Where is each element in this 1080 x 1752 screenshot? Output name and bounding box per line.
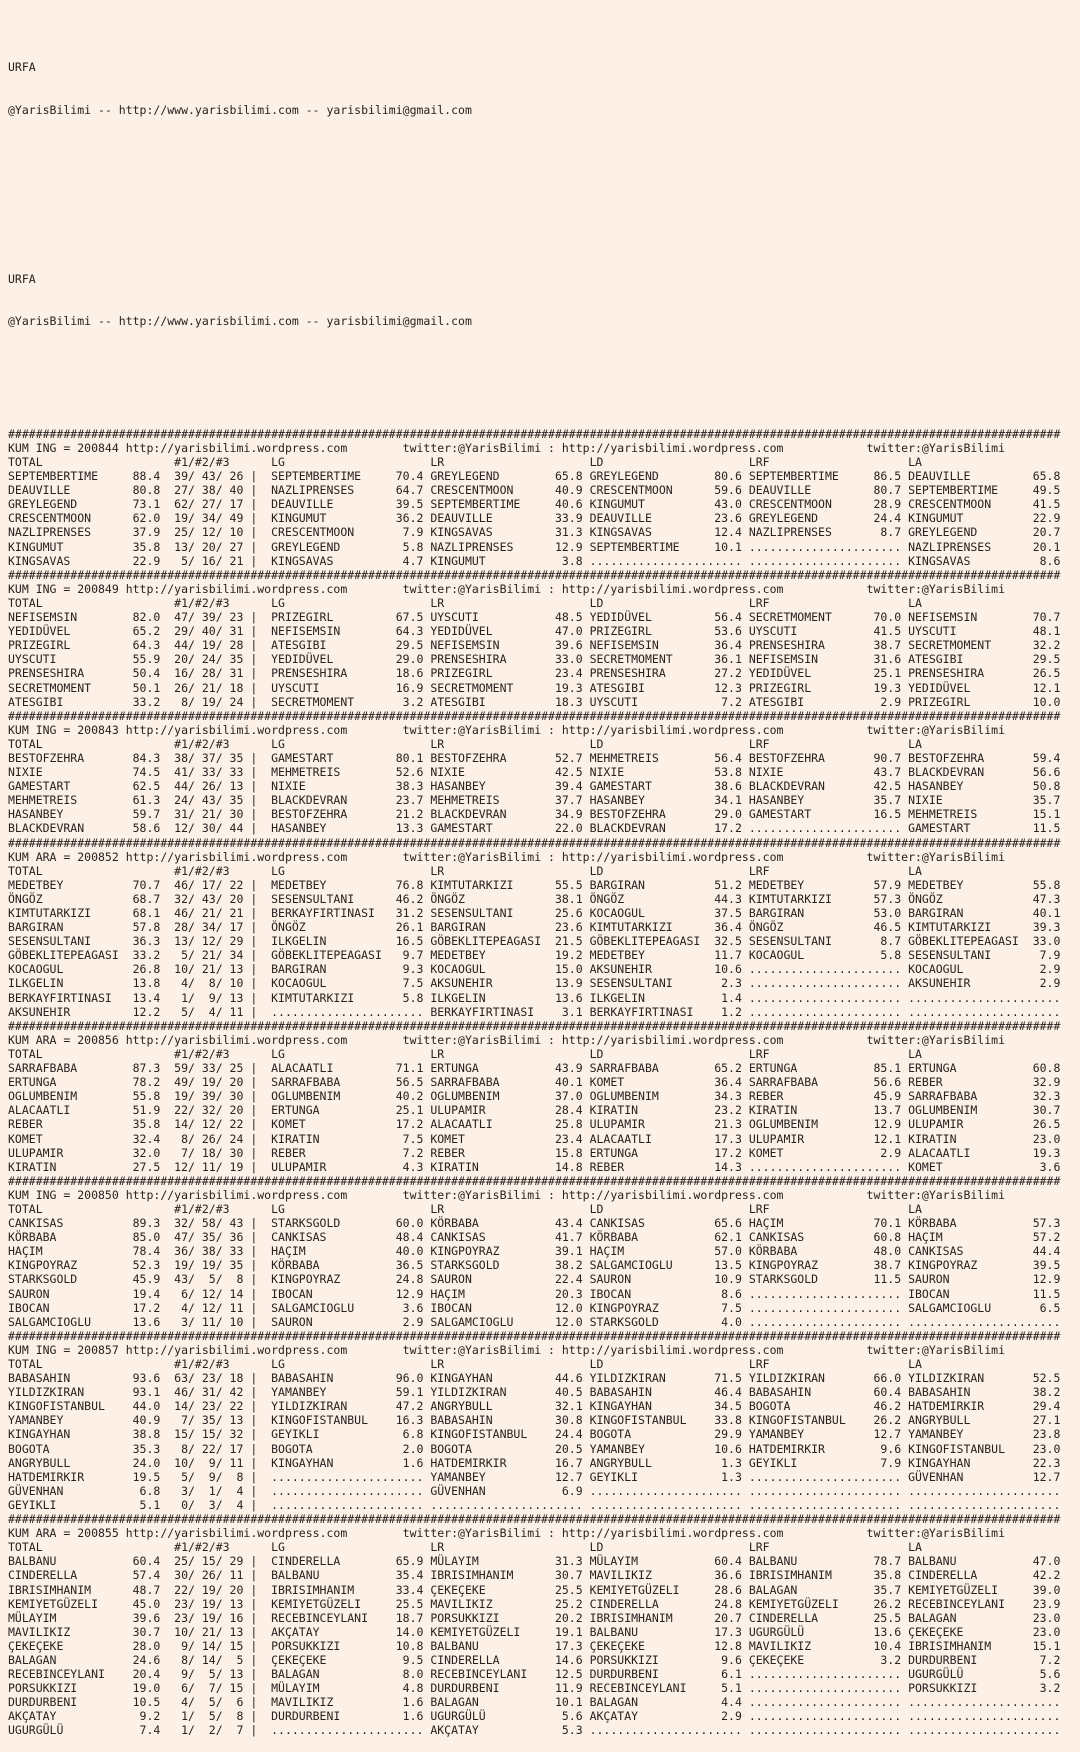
section-header: KUM ARA = 200855 http://yarisbilimi.wordpress.com twitter:@YarisBilimi : http://yarisbilimi.wordpress.com twitter:@YarisBilimi — [8, 1526, 1005, 1541]
section-header: KUM ARA = 200856 http://yarisbilimi.wordpress.com twitter:@YarisBilimi : http://yarisbilimi.wordpress.com twitter:@YarisBilimi — [8, 1032, 1005, 1047]
hash-separator: ######################################################################################################################################################## — [8, 426, 1061, 441]
table-row: HASANBEY 59.7 31/ 21/ 30 | BESTOFZEHRA 21.2 BLACKDEVRAN 34.9 BESTOFZEHRA 29.0 GAMESTART 16.5 MEHMETREIS 15.1 — [8, 807, 1068, 822]
table-row: KINGPOYRAZ 52.3 19/ 19/ 35 | KÖRBABA 36.5 STARKSGOLD 38.2 SALGAMCIOGLU 13.5 KINGPOYRAZ 38.7 KINGPOYRAZ 39.5 — [8, 1258, 1068, 1273]
column-headers: TOTAL #1/#2/#3 LG LR LD LRF LA — [8, 1046, 922, 1061]
table-row: KINGAYHAN 38.8 15/ 15/ 32 | GEYIKLI 6.8 KINGOFISTANBUL 24.4 BOGOTA 29.9 YAMANBEY 12.7 YAMANBEY 23.8 — [8, 1427, 1068, 1442]
table-row: SAURON 19.4 6/ 12/ 14 | IBOCAN 12.9 HAÇIM 20.3 IBOCAN 8.6 ...................... IBOCAN 11.5 — [8, 1286, 1068, 1301]
table-row: YAMANBEY 40.9 7/ 35/ 13 | KINGOFISTANBUL 16.3 BABASAHIN 30.8 KINGOFISTANBUL 33.8 KINGOFISTANBUL 26.2 ANGRYBULL 27.1 — [8, 1413, 1068, 1428]
table-row: STARKSGOLD 45.9 43/ 5/ 8 | KINGPOYRAZ 24.8 SAURON 22.4 SAURON 10.9 STARKSGOLD 11.5 SAURON 12.9 — [8, 1272, 1068, 1287]
table-row: KEMIYETGÜZELI 45.0 23/ 19/ 13 | KEMIYETGÜZELI 25.5 MAVILIKIZ 25.2 CINDERELLA 24.8 KEMIYETGÜZELI 26.2 RECEBINCEYLANI 23.9 — [8, 1596, 1068, 1611]
table-row: ERTUNGA 78.2 49/ 19/ 20 | SARRAFBABA 56.5 SARRAFBABA 40.1 KOMET 36.4 SARRAFBABA 56.6 REBER 32.9 — [8, 1075, 1068, 1090]
table-row: KIMTUTARKIZI 68.1 46/ 21/ 21 | BERKAYFIRTINASI 31.2 SESENSULTANI 25.6 KOCAOGUL 37.5 BARGIRAN 53.0 BARGIRAN 40.1 — [8, 906, 1068, 920]
table-row: IBOCAN 17.2 4/ 12/ 11 | SALGAMCIOGLU 3.6 IBOCAN 12.0 KINGPOYRAZ 7.5 ...................... SALGAMCIOGLU 6.5 — [8, 1300, 1068, 1315]
column-headers: TOTAL #1/#2/#3 LG LR LD LRF LA — [8, 455, 922, 469]
table-row: BERKAYFIRTINASI 13.4 1/ 9/ 13 | KIMTUTARKIZI 5.8 ILKGELIN 13.6 ILKGELIN 1.4 ...................... ...................... — [8, 990, 1068, 1005]
table-row: KINGSAVAS 22.9 5/ 16/ 21 | KINGSAVAS 4.7 KINGUMUT 3.8 ...................... ...................... KINGSAVAS 8.6 — [8, 553, 1068, 568]
table-row: GAMESTART 62.5 44/ 26/ 13 | NIXIE 38.3 HASANBEY 39.4 GAMESTART 38.6 BLACKDEVRAN 42.5 HASANBEY 50.8 — [8, 779, 1068, 794]
table-row: CINDERELLA 57.4 30/ 26/ 11 | BALBANU 35.4 IBRISIMHANIM 30.7 MAVILIKIZ 36.6 IBRISIMHANIM 35.8 CINDERELLA 42.2 — [8, 1568, 1068, 1583]
table-row: AKÇATAY 9.2 1/ 5/ 8 | DURDURBENI 1.6 UGURGÜLÜ 5.6 AKÇATAY 2.9 ...................... ...................... — [8, 1709, 1068, 1724]
table-row: NIXIE 74.5 41/ 33/ 33 | MEHMETREIS 52.6 NIXIE 42.5 NIXIE 53.8 NIXIE 43.7 BLACKDEVRAN 56.6 — [8, 765, 1068, 780]
table-row: SESENSULTANI 36.3 13/ 12/ 29 | ILKGELIN 16.5 GÖBEKLITEPEAGASI 21.5 GÖBEKLITEPEAGASI 32.5 SESENSULTANI 8.7 GÖBEKLITEPEAGASI 33.0 — [8, 934, 1068, 949]
table-row: UGURGÜLÜ 7.4 1/ 2/ 7 | ...................... AKÇATAY 5.3 ...................... ...................... ...................... — [8, 1723, 1068, 1738]
table-row: SEPTEMBERTIME 88.4 39/ 43/ 26 | SEPTEMBERTIME 70.4 GREYLEGEND 65.8 GREYLEGEND 80.6 SEPTEMBERTIME 86.5 DEAUVILLE 65.8 — [8, 469, 1068, 484]
table-row: KINGOFISTANBUL 44.0 14/ 23/ 22 | YILDIZKIRAN 47.2 ANGRYBULL 32.1 KINGAYHAN 34.5 BOGOTA 46.2 HATDEMIRKIR 29.4 — [8, 1399, 1068, 1414]
section-header: KUM ING = 200857 http://yarisbilimi.wordpress.com twitter:@YarisBilimi : http://yarisbilimi.wordpress.com twitter:@YarisBilimi — [8, 1342, 1005, 1357]
table-row: SARRAFBABA 87.3 59/ 33/ 25 | ALACAATLI 71.1 ERTUNGA 43.9 SARRAFBABA 65.2 ERTUNGA 85.1 ERTUNGA 60.8 — [8, 1061, 1068, 1076]
table-row: CRESCENTMOON 62.0 19/ 34/ 49 | KINGUMUT 36.2 DEAUVILLE 33.9 DEAUVILLE 23.6 GREYLEGEND 24.4 KINGUMUT 22.9 — [8, 511, 1068, 526]
section — [8, 1174, 1080, 1329]
section — [8, 568, 1080, 709]
section-header: KUM ING = 200850 http://yarisbilimi.wordpress.com twitter:@YarisBilimi : http://yarisbilimi.wordpress.com twitter:@YarisBilimi — [8, 1187, 1005, 1202]
table-row: AKSUNEHIR 12.2 5/ 4/ 11 | ...................... BERKAYFIRTINASI 3.1 BERKAYFIRTINASI 1.2 ...................... ...................... — [8, 1004, 1068, 1019]
table-row: KOCAOGUL 26.8 10/ 21/ 13 | BARGIRAN 9.3 KOCAOGUL 15.0 AKSUNEHIR 10.6 ...................... KOCAOGUL 2.9 — [8, 962, 1068, 977]
hash-separator: ######################################################################################################################################################## — [8, 567, 1061, 582]
section-header: KUM ING = 200844 http://yarisbilimi.wordpress.com twitter:@YarisBilimi : http://yarisbilimi.wordpress.com twitter:@YarisBilimi — [8, 440, 1005, 455]
table-row: IBRISIMHANIM 48.7 22/ 19/ 20 | IBRISIMHANIM 33.4 ÇEKEÇEKE 25.5 KEMIYETGÜZELI 28.6 BALAGAN 35.7 KEMIYETGÜZELI 39.0 — [8, 1582, 1068, 1597]
section — [8, 836, 1080, 1019]
table-row: MAVILIKIZ 30.7 10/ 21/ 13 | AKÇATAY 14.0 KEMIYETGÜZELI 19.1 BALBANU 17.3 UGURGÜLÜ 13.6 ÇEKEÇEKE 23.0 — [8, 1624, 1068, 1639]
table-row: YILDIZKIRAN 93.1 46/ 31/ 42 | YAMANBEY 59.1 YILDIZKIRAN 40.5 BABASAHIN 46.4 BABASAHIN 60.4 BABASAHIN 38.2 — [8, 1385, 1068, 1400]
column-headers: TOTAL #1/#2/#3 LG LR LD LRF LA — [8, 1357, 922, 1371]
spacer-line — [8, 187, 1080, 201]
table-row: BARGIRAN 57.8 28/ 34/ 17 | ÖNGÖZ 26.1 BARGIRAN 23.6 KIMTUTARKIZI 36.4 ÖNGÖZ 46.5 KIMTUTARKIZI 39.3 — [8, 920, 1068, 935]
table-row: GEYIKLI 5.1 0/ 3/ 4 | ...................... ...................... ...................... ...................... ...................... — [8, 1497, 1068, 1512]
table-row: GÜVENHAN 6.8 3/ 1/ 4 | ...................... GÜVENHAN 6.9 ...................... ...................... ...................... — [8, 1483, 1068, 1498]
location-title: URFA — [8, 271, 36, 286]
spacer-line — [8, 230, 1080, 244]
table-row: YEDIDÜVEL 65.2 29/ 40/ 31 | NEFISEMSIN 64.3 YEDIDÜVEL 47.0 PRIZEGIRL 53.6 UYSCUTI 41.5 UYSCUTI 48.1 — [8, 624, 1068, 639]
contact-line: @YarisBilimi -- http://www.yarisbilimi.com -- yarisbilimi@gmail.com — [8, 314, 472, 329]
table-row: PORSUKKIZI 19.0 6/ 7/ 15 | MÜLAYIM 4.8 DURDURBENI 11.9 RECEBINCEYLANI 5.1 ...................... PORSUKKIZI 3.2 — [8, 1681, 1068, 1696]
table-row: BALBANU 60.4 25/ 15/ 29 | CINDERELLA 65.9 MÜLAYIM 31.3 MÜLAYIM 60.4 BALBANU 78.7 BALBANU 47.0 — [8, 1554, 1068, 1569]
table-row: SALGAMCIOGLU 13.6 3/ 11/ 10 | SAURON 2.9 SALGAMCIOGLU 12.0 STARKSGOLD 4.0 ...................... ...................... — [8, 1314, 1068, 1329]
table-row: BESTOFZEHRA 84.3 38/ 37/ 35 | GAMESTART 80.1 BESTOFZEHRA 52.7 MEHMETREIS 56.4 BESTOFZEHRA 90.7 BESTOFZEHRA 59.4 — [8, 750, 1068, 765]
section-header: KUM ING = 200849 http://yarisbilimi.wordpress.com twitter:@YarisBilimi : http://yarisbilimi.wordpress.com twitter:@YarisBilimi — [8, 581, 1005, 596]
hash-separator: ######################################################################################################################################################## — [8, 1328, 1061, 1343]
table-row: BABASAHIN 93.6 63/ 23/ 18 | BABASAHIN 96.0 KINGAYHAN 44.6 YILDIZKIRAN 71.5 YILDIZKIRAN 66.0 YILDIZKIRAN 52.5 — [8, 1371, 1068, 1386]
table-row: PRIZEGIRL 64.3 44/ 19/ 28 | ATESGIBI 29.5 NEFISEMSIN 39.6 NEFISEMSIN 36.4 PRENSESHIRA 38.7 SECRETMOMENT 32.2 — [8, 638, 1068, 653]
table-row: ULUPAMIR 32.0 7/ 18/ 30 | REBER 7.2 REBER 15.8 ERTUNGA 17.2 KOMET 2.9 ALACAATLI 19.3 — [8, 1145, 1068, 1160]
spacer-line — [8, 356, 1080, 370]
table-row: GÖBEKLITEPEAGASI 33.2 5/ 21/ 34 | GÖBEKLITEPEAGASI 9.7 MEDETBEY 19.2 MEDETBEY 11.7 KOCAOGUL 5.8 SESENSULTANI 7.9 — [8, 948, 1068, 963]
column-headers: TOTAL #1/#2/#3 LG LR LD LRF LA — [8, 1201, 922, 1216]
table-row: ATESGIBI 33.2 8/ 19/ 24 | SECRETMOMENT 3.2 ATESGIBI 18.3 UYSCUTI 7.2 ATESGIBI 2.9 PRIZEGIRL 10.0 — [8, 694, 1068, 709]
table-row: BLACKDEVRAN 58.6 12/ 30/ 44 | HASANBEY 13.3 GAMESTART 22.0 BLACKDEVRAN 17.2 ...................... GAMESTART 11.5 — [8, 821, 1068, 836]
table-row: DURDURBENI 10.5 4/ 5/ 6 | MAVILIKIZ 1.6 BALAGAN 10.1 BALAGAN 4.4 ...................... ...................... — [8, 1695, 1068, 1710]
table-row: BALAGAN 24.6 8/ 14/ 5 | ÇEKEÇEKE 9.5 CINDERELLA 14.6 PORSUKKIZI 9.6 ÇEKEÇEKE 3.2 DURDURBENI 7.2 — [8, 1652, 1068, 1667]
table-row: BOGOTA 35.3 8/ 22/ 17 | BOGOTA 2.0 BOGOTA 20.5 YAMANBEY 10.6 HATDEMIRKIR 9.6 KINGOFISTANBUL 23.0 — [8, 1441, 1068, 1456]
section — [8, 1019, 1080, 1174]
section-header: KUM ARA = 200852 http://yarisbilimi.wordpress.com twitter:@YarisBilimi : http://yarisbilimi.wordpress.com twitter:@YarisBilimi — [8, 849, 1005, 864]
section — [8, 1512, 1080, 1738]
table-row: ALACAATLI 51.9 22/ 32/ 20 | ERTUNGA 25.1 ULUPAMIR 28.4 KIRATIN 23.2 KIRATIN 13.7 OGLUMBENIM 30.7 — [8, 1103, 1068, 1118]
contact-line: @YarisBilimi -- http://www.yarisbilimi.com -- yarisbilimi@gmail.com — [8, 102, 472, 117]
table-row: NEFISEMSIN 82.0 47/ 39/ 23 | PRIZEGIRL 67.5 UYSCUTI 48.5 YEDIDÜVEL 56.4 SECRETMOMENT 70.0 NEFISEMSIN 70.7 — [8, 610, 1068, 625]
section — [8, 709, 1080, 836]
page-header — [8, 32, 1080, 398]
location-title: URFA — [8, 60, 36, 75]
column-headers: TOTAL #1/#2/#3 LG LR LD LRF LA — [8, 1540, 922, 1555]
section — [8, 427, 1080, 568]
table-row: MEDETBEY 70.7 46/ 17/ 22 | MEDETBEY 76.8 KIMTUTARKIZI 55.5 BARGIRAN 51.2 MEDETBEY 57.9 MEDETBEY 55.8 — [8, 877, 1068, 892]
table-row: MÜLAYIM 39.6 23/ 19/ 16 | RECEBINCEYLANI 18.7 PORSUKKIZI 20.2 IBRISIMHANIM 20.7 CINDERELLA 25.5 BALAGAN 23.0 — [8, 1610, 1068, 1625]
hash-separator: ######################################################################################################################################################## — [8, 1018, 1061, 1033]
table-row: RECEBINCEYLANI 20.4 9/ 5/ 13 | BALAGAN 8.0 RECEBINCEYLANI 12.5 DURDURBENI 6.1 ...................... UGURGÜLÜ 5.6 — [8, 1667, 1068, 1682]
table-row: KOMET 32.4 8/ 26/ 24 | KIRATIN 7.5 KOMET 23.4 ALACAATLI 17.3 ULUPAMIR 12.1 KIRATIN 23.0 — [8, 1131, 1068, 1146]
spacer-line — [8, 145, 1080, 159]
table-row: HATDEMIRKIR 19.5 5/ 9/ 8 | ...................... YAMANBEY 12.7 GEYIKLI 1.3 ...................... GÜVENHAN 12.7 — [8, 1469, 1068, 1484]
hash-separator: ######################################################################################################################################################## — [8, 708, 1061, 723]
column-headers: TOTAL #1/#2/#3 LG LR LD LRF LA — [8, 595, 922, 610]
table-row: ILKGELIN 13.8 4/ 8/ 10 | KOCAOGUL 7.5 AKSUNEHIR 13.9 SESENSULTANI 2.3 ...................... AKSUNEHIR 2.9 — [8, 976, 1068, 991]
table-row: UYSCUTI 55.9 20/ 24/ 35 | YEDIDÜVEL 29.0 PRENSESHIRA 33.0 SECRETMOMENT 36.1 NEFISEMSIN 31.6 ATESGIBI 29.5 — [8, 652, 1068, 667]
hash-separator: ######################################################################################################################################################## — [8, 1173, 1061, 1188]
table-row: HAÇIM 78.4 36/ 38/ 33 | HAÇIM 40.0 KINGPOYRAZ 39.1 HAÇIM 57.0 KÖRBABA 48.0 CANKISAS 44.4 — [8, 1244, 1068, 1259]
table-row: NAZLIPRENSES 37.9 25/ 12/ 10 | CRESCENTMOON 7.9 KINGSAVAS 31.3 KINGSAVAS 12.4 NAZLIPRENSES 8.7 GREYLEGEND 20.7 — [8, 525, 1068, 540]
hash-separator: ######################################################################################################################################################## — [8, 1512, 1061, 1527]
table-row: KINGUMUT 35.8 13/ 20/ 27 | GREYLEGEND 5.8 NAZLIPRENSES 12.9 SEPTEMBERTIME 10.1 ...................... NAZLIPRENSES 20.1 — [8, 539, 1068, 554]
table-row: ÇEKEÇEKE 28.0 9/ 14/ 15 | PORSUKKIZI 10.8 BALBANU 17.3 ÇEKEÇEKE 12.8 MAVILIKIZ 10.4 IBRISIMHANIM 15.1 — [8, 1638, 1068, 1653]
table-row: KIRATIN 27.5 12/ 11/ 19 | ULUPAMIR 4.3 KIRATIN 14.8 REBER 14.3 ...................... KOMET 3.6 — [8, 1159, 1068, 1174]
table-row: DEAUVILLE 80.8 27/ 38/ 40 | NAZLIPRENSES 64.7 CRESCENTMOON 40.9 CRESCENTMOON 59.6 DEAUVILLE 80.7 SEPTEMBERTIME 49.5 — [8, 483, 1068, 498]
section — [8, 1329, 1080, 1512]
report-sections — [8, 427, 1080, 1738]
table-row: SECRETMOMENT 50.1 26/ 21/ 18 | UYSCUTI 16.9 SECRETMOMENT 19.3 ATESGIBI 12.3 PRIZEGIRL 19.3 YEDIDÜVEL 12.1 — [8, 680, 1068, 695]
column-headers: TOTAL #1/#2/#3 LG LR LD LRF LA — [8, 736, 922, 751]
table-row: OGLUMBENIM 55.8 19/ 39/ 30 | OGLUMBENIM 40.2 OGLUMBENIM 37.0 OGLUMBENIM 34.3 REBER 45.9 SARRAFBABA 32.3 — [8, 1089, 1068, 1104]
table-row: GREYLEGEND 73.1 62/ 27/ 17 | DEAUVILLE 39.5 SEPTEMBERTIME 40.6 KINGUMUT 43.0 CRESCENTMOON 28.9 CRESCENTMOON 41.5 — [8, 497, 1068, 512]
hash-separator: ######################################################################################################################################################## — [8, 835, 1061, 850]
table-row: PRENSESHIRA 50.4 16/ 28/ 31 | PRENSESHIRA 18.6 PRIZEGIRL 23.4 PRENSESHIRA 27.2 YEDIDÜVEL 25.1 PRENSESHIRA 26.5 — [8, 666, 1068, 681]
table-row: CANKISAS 89.3 32/ 58/ 43 | STARKSGOLD 60.0 KÖRBABA 43.4 CANKISAS 65.6 HAÇIM 70.1 KÖRBABA 57.3 — [8, 1216, 1068, 1231]
table-row: ÖNGÖZ 68.7 32/ 43/ 20 | SESENSULTANI 46.2 ÖNGÖZ 38.1 ÖNGÖZ 44.3 KIMTUTARKIZI 57.3 ÖNGÖZ 47.3 — [8, 891, 1068, 906]
column-headers: TOTAL #1/#2/#3 LG LR LD LRF LA — [8, 863, 922, 878]
table-row: MEHMETREIS 61.3 24/ 43/ 35 | BLACKDEVRAN 23.7 MEHMETREIS 37.7 HASANBEY 34.1 HASANBEY 35.7 NIXIE 35.7 — [8, 793, 1068, 808]
table-row: ANGRYBULL 24.0 10/ 9/ 11 | KINGAYHAN 1.6 HATDEMIRKIR 16.7 ANGRYBULL 1.3 GEYIKLI 7.9 KINGAYHAN 22.3 — [8, 1455, 1068, 1470]
table-row: REBER 35.8 14/ 12/ 22 | KOMET 17.2 ALACAATLI 25.8 ULUPAMIR 21.3 OGLUMBENIM 12.9 ULUPAMIR 26.5 — [8, 1117, 1068, 1132]
section-header: KUM ING = 200843 http://yarisbilimi.wordpress.com twitter:@YarisBilimi : http://yarisbilimi.wordpress.com twitter:@YarisBilimi — [8, 722, 1005, 737]
table-row: KÖRBABA 85.0 47/ 35/ 36 | CANKISAS 48.4 CANKISAS 41.7 KÖRBABA 62.1 CANKISAS 60.8 HAÇIM 57.2 — [8, 1230, 1068, 1245]
